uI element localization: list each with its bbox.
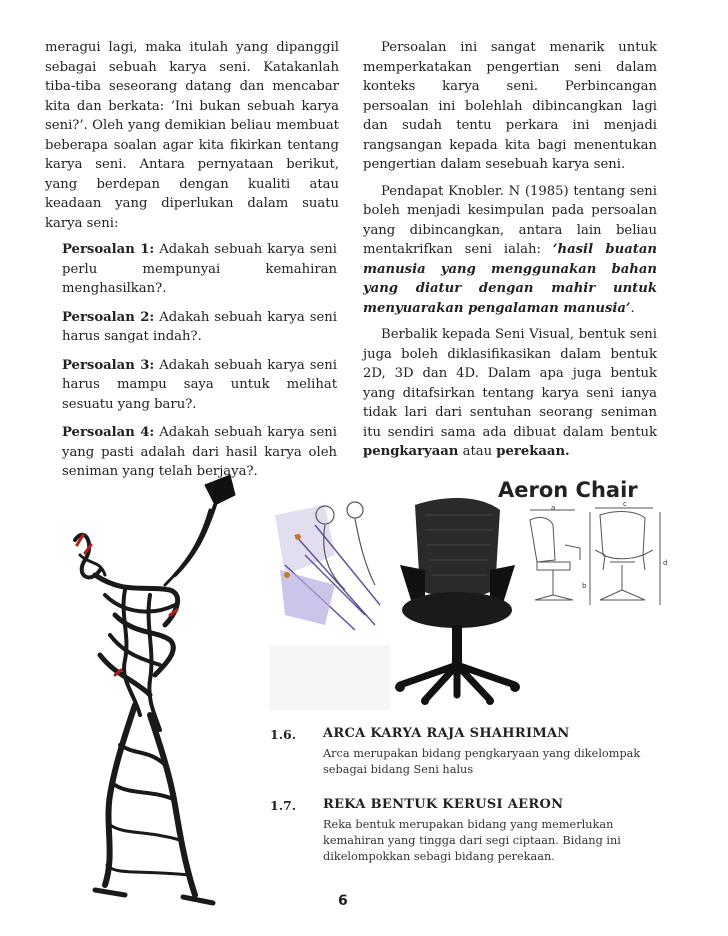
question-text: Adakah sebuah karya seni harus mampu saya untuk melihat sesuatu yang baru?. xyxy=(62,357,337,412)
paragraph-2 xyxy=(363,182,657,319)
caption-number: 1.7. xyxy=(270,798,297,813)
question-label: Persoalan 4: xyxy=(62,425,155,440)
question-1 xyxy=(62,240,339,299)
question-label: Persoalan 1: xyxy=(62,242,155,257)
paragraph-3 xyxy=(363,325,657,462)
caption-description: Reka bentuk merupakan bidang yang memerlukan kemahiran yang tingga dari segi ciptaan. Bidang ini dikelompokkan sebagi bidang perekaan. xyxy=(323,818,621,863)
question-label: Persoalan 2: xyxy=(62,309,155,325)
question-label: Persoalan 3: xyxy=(62,357,155,373)
left-column xyxy=(45,38,339,491)
sculpture-image xyxy=(55,465,265,925)
paragraph-text: Berbalik kepada Seni Visual, bentuk seni juga boleh diklasifikasikan dalam bentuk 2D, 3D dan 4D. Dalam apa juga bentuk yang ditafsirkan tentang karya seni ianya tidak lari dari sentuhan seorang seniman itu sendiri sama ada dibuat dalam bentuk xyxy=(363,327,657,440)
intro-paragraph: meragui lagi, maka itulah yang dipanggil sebagai sebuah karya seni. Katakanlah tiba-tiba seseorang datang dan mencabar kita dan berkata: ‘Ini bukan sebuah karya seni?’. Oleh yang demikian beliau membuat beberapa soalan agar kita fikirkan tentang karya seni. Antara pernyataan berikut, yang berdepan dengan kualiti atau keadaan yang diperlukan dalam suatu karya seni: xyxy=(45,40,339,231)
paragraph-1: Persoalan ini sangat menarik untuk memperkatakan pengertian seni dalam konteks karya seni. Perbincangan persoalan ini bolehlah dibincangkan lagi dan sudah tentu perkara ini menjadi rangsangan kepada kita bagi menentukan pengertian dalam sesebuah karya seni. xyxy=(363,40,657,172)
question-text: Adakah sebuah karya seni yang pasti adalah dari hasil karya oleh seniman yang telah berjaya?. xyxy=(62,425,337,479)
paragraph-text: . xyxy=(630,300,635,316)
paragraph-text: atau xyxy=(458,444,497,459)
question-3 xyxy=(62,356,339,415)
aeron-chair-label: Aeron Chair xyxy=(498,478,638,502)
ergonomic-sketch-image xyxy=(265,495,390,640)
dimension-letter: c xyxy=(623,500,627,508)
term-pengkaryaan: pengkaryaan xyxy=(363,444,459,459)
question-text: Adakah sebuah karya seni harus sangat indah?. xyxy=(62,309,337,344)
caption-title: ARCA KARYA RAJA SHAHRIMAN xyxy=(323,726,570,741)
aeron-chair-image xyxy=(385,495,530,705)
page-number: 6 xyxy=(338,893,348,909)
question-2 xyxy=(62,308,339,347)
dimension-letter: d xyxy=(663,559,668,567)
term-perekaan: perekaan. xyxy=(496,444,570,459)
dimension-letter: b xyxy=(582,582,587,590)
caption-number: 1.6. xyxy=(270,727,297,742)
technical-drawing-image xyxy=(525,500,675,615)
right-column xyxy=(363,38,657,469)
paragraph-text: Pendapat Knobler. N (1985) tentang seni boleh menjadi kesimpulan pada persoalan yang dibincangkan, antara lain beliau mentakrifkan seni ialah: xyxy=(363,183,657,257)
caption-description: Arca merupakan bidang pengkaryaan yang dikelompak sebagai bidang Seni halus xyxy=(323,747,641,776)
question-text: Adakah sebuah karya seni perlu mempunyai kemahiran menghasilkan?. xyxy=(62,242,337,296)
knobler-quote: ‘hasil buatan manusia yang menggunakan bahan yang diatur dengan mahir untuk menyuarakan pengalaman manusia’ xyxy=(363,242,657,316)
caption-title: REKA BENTUK KERUSI AERON xyxy=(323,797,564,812)
dimension-letter: a xyxy=(551,504,556,512)
image-background-block xyxy=(270,645,390,710)
